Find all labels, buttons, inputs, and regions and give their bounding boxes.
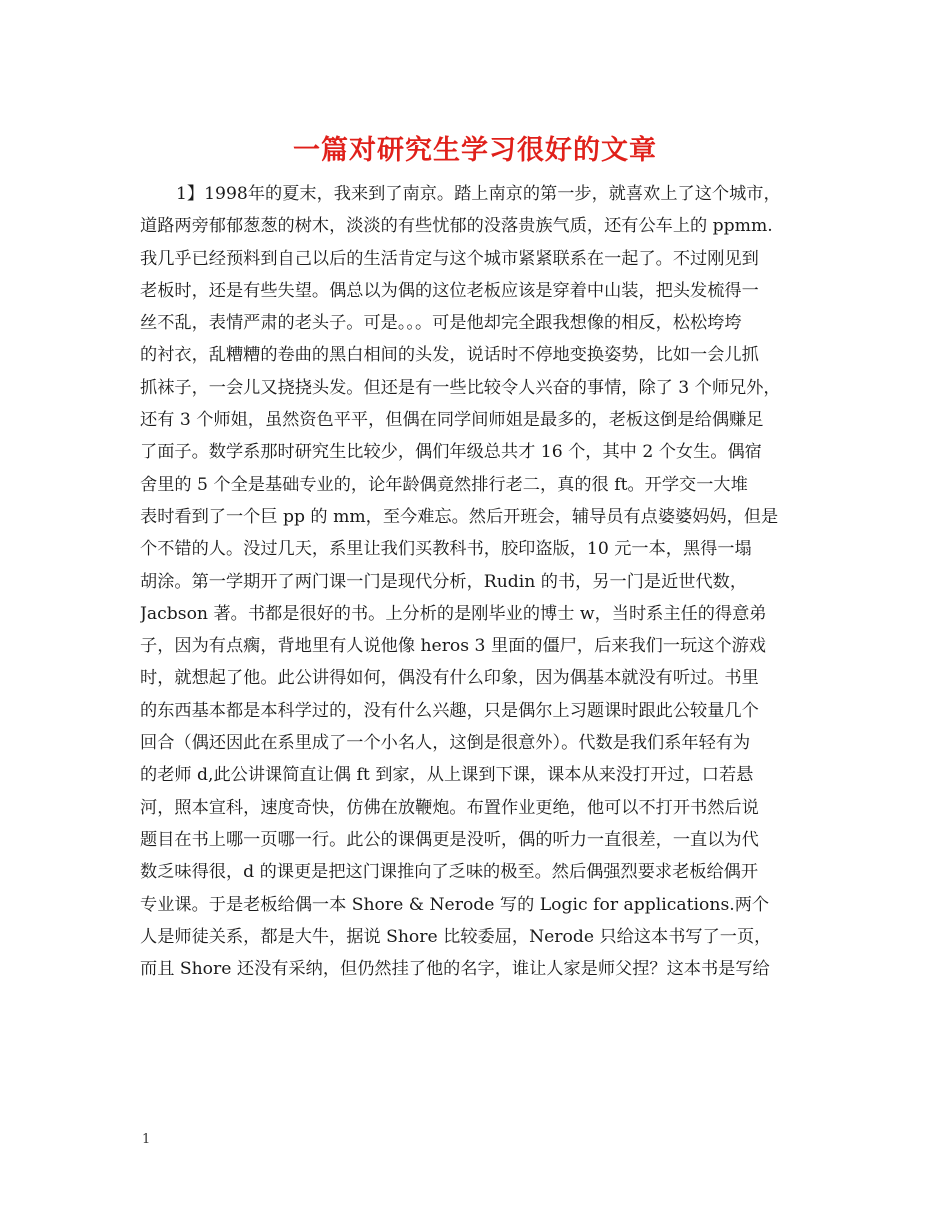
text-line: 的老师 d,此公讲课简直让偶 ft 到家，从上课到下课，课本从来没打开过，口若悬 bbox=[140, 765, 754, 786]
text-line: 了面子。数学系那时研究生比较少，偶们年级总共才 16 个，其中 2 个女生。偶宿 bbox=[140, 442, 762, 463]
text-line: 题目在书上哪一页哪一行。此公的课偶更是没听，偶的听力一直很差，一直以为代 bbox=[140, 829, 759, 850]
document-title: 一篇对研究生学习很好的文章 bbox=[293, 135, 657, 166]
text-line: 河，照本宣科，速度奇快，仿佛在放鞭炮。布置作业更绝，他可以不打开书然后说 bbox=[140, 797, 759, 818]
text-line: 时，就想起了他。此公讲得如何，偶没有什么印象，因为偶基本就没有听过。书里 bbox=[140, 668, 759, 689]
text-line: 抓袜子，一会儿又挠挠头发。但还是有一些比较令人兴奋的事情，除了 3 个师兄外， bbox=[140, 377, 781, 398]
text-line: 的衬衣，乱糟糟的卷曲的黑白相间的头发，说话时不停地变换姿势，比如一会儿抓 bbox=[140, 345, 759, 366]
text-line: 表时看到了一个巨 pp 的 mm，至今难忘。然后开班会，辅导员有点婆婆妈妈，但是 bbox=[140, 506, 779, 527]
text-line: 还有 3 个师姐，虽然资色平平，但偶在同学间师姐是最多的，老板这倒是给偶赚足 bbox=[140, 410, 764, 431]
text-line: 专业课。于是老板给偶一本 Shore & Nerode 写的 Logic for applications.两个 bbox=[140, 894, 770, 915]
text-line: 人是师徒关系，都是大牛，据说 Shore 比较委屈，Nerode 只给这本书写了一页， bbox=[140, 926, 772, 947]
text-line: 老板时，还是有些失望。偶总以为偶的这位老板应该是穿着中山装，把头发梳得一 bbox=[140, 280, 759, 301]
article-body bbox=[140, 178, 820, 985]
text-line: 胡涂。第一学期开了两门课一门是现代分析，Rudin 的书，另一门是近世代数， bbox=[140, 571, 748, 592]
page-number: 1 bbox=[142, 1132, 151, 1147]
text-line: 我几乎已经预料到自己以后的生活肯定与这个城市紧紧联系在一起了。不过刚见到 bbox=[140, 248, 759, 269]
text-line: 子，因为有点瘸，背地里有人说他像 heros 3 里面的僵尸，后来我们一玩这个游戏 bbox=[140, 636, 766, 657]
text-line: 回合（偶还因此在系里成了一个小名人，这倒是很意外）。代数是我们系年轻有为 bbox=[140, 733, 751, 754]
text-line: 1】1998年的夏末，我来到了南京。踏上南京的第一步，就喜欢上了这个城市， bbox=[176, 184, 781, 204]
text-line: 而且 Shore 还没有采纳，但仍然挂了他的名字，谁让人家是师父捏？这本书是写给 bbox=[140, 959, 770, 980]
text-line: Jacbson 著。书都是很好的书。上分析的是刚毕业的博士 w，当时系主任的得意弟 bbox=[140, 603, 767, 624]
text-line: 道路两旁郁郁葱葱的树木，淡淡的有些忧郁的没落贵族气质，还有公车上的 ppmm. bbox=[140, 216, 773, 237]
text-line: 数乏味得很，d 的课更是把这门课推向了乏味的极至。然后偶强烈要求老板给偶开 bbox=[140, 862, 759, 883]
text-line: 舍里的 5 个全是基础专业的，论年龄偶竟然排行老二，真的很 ft。开学交一大堆 bbox=[140, 474, 748, 495]
text-line: 个不错的人。没过几天，系里让我们买教科书，胶印盗版，10 元一本，黑得一塌 bbox=[140, 539, 752, 560]
text-line: 丝不乱，表情严肃的老头子。可是。。。可是他却完全跟我想像的相反，松松垮垮 bbox=[140, 313, 742, 334]
text-line: 的东西基本都是本科学过的，没有什么兴趣，只是偶尔上习题课时跟此公较量几个 bbox=[140, 700, 759, 721]
